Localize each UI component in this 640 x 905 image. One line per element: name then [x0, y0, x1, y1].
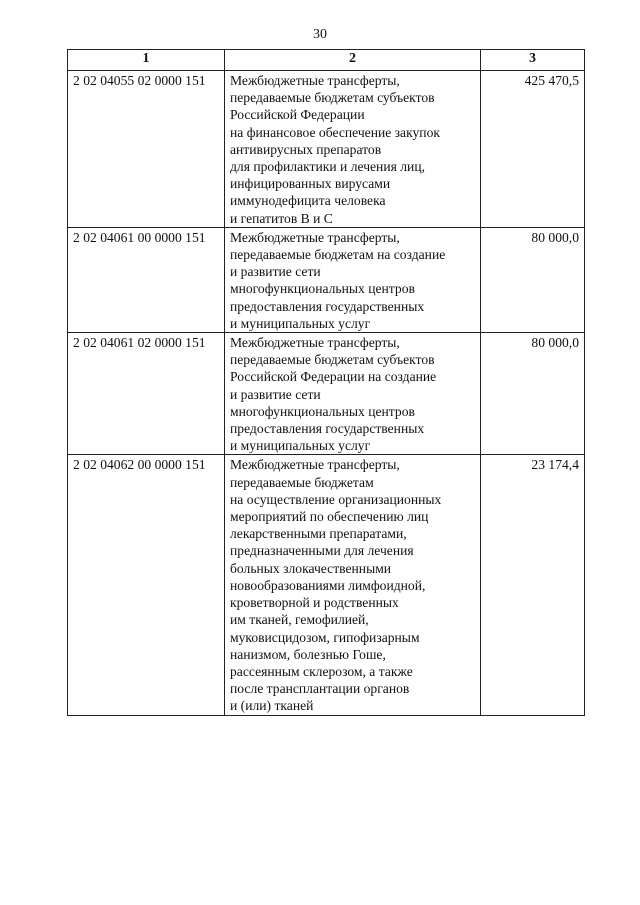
description-line: на финансовое обеспечение закупок	[230, 124, 440, 140]
description-cell	[225, 227, 481, 332]
description-line: Российской Федерации на создание	[230, 369, 437, 385]
description-line: Российской Федерации	[230, 107, 365, 123]
description-line: и развитие сети	[230, 386, 321, 402]
description-line: муковисцидозом, гипофизарным	[230, 629, 420, 645]
description-line: для профилактики и лечения лиц,	[230, 159, 425, 175]
table-row	[68, 227, 585, 332]
description-line: передаваемые бюджетам субъектов	[230, 352, 435, 368]
description-line: предназначенными для лечения	[230, 543, 414, 559]
description-line: Межбюджетные трансферты,	[230, 335, 400, 351]
description-line: инфицированных вирусами	[230, 176, 391, 192]
description-line: и муниципальных услуг	[230, 315, 371, 331]
description-line: Межбюджетные трансферты,	[230, 73, 400, 88]
description-line: больных злокачественными	[230, 560, 392, 576]
budget-code-cell: 2 02 04061 02 0000 151	[68, 333, 225, 455]
description-line: им тканей, гемофилией,	[230, 612, 369, 628]
description-line: антивирусных препаратов	[230, 141, 382, 157]
description-line: и (или) тканей	[230, 698, 314, 714]
description-line: многофункциональных центров	[230, 281, 415, 297]
table-row	[68, 71, 585, 228]
description-line: иммунодефицита человека	[230, 193, 386, 209]
description-line: нанизмом, болезнью Гоше,	[230, 646, 386, 662]
column-header-amount: 3	[481, 50, 585, 71]
column-header-description: 2	[225, 50, 481, 71]
description-line: передаваемые бюджетам субъектов	[230, 90, 435, 106]
description-cell	[225, 455, 481, 715]
description-line: кроветворной и родственных	[230, 595, 399, 611]
description-cell	[225, 71, 481, 228]
description-line: многофункциональных центров	[230, 403, 415, 419]
description-line: предоставления государственных	[230, 421, 425, 437]
description-line: на осуществление организационных	[230, 491, 442, 507]
description-line: и муниципальных услуг	[230, 438, 371, 454]
table-row	[68, 333, 585, 455]
budget-code-cell: 2 02 04062 00 0000 151	[68, 455, 225, 715]
description-line: рассеянным склерозом, а также	[230, 663, 413, 679]
description-line: Межбюджетные трансферты,	[230, 457, 400, 473]
description-line: мероприятий по обеспечению лиц	[230, 509, 429, 525]
description-line: передаваемые бюджетам на создание	[230, 247, 446, 263]
description-line: передаваемые бюджетам	[230, 474, 374, 490]
page-number: 30	[313, 27, 327, 42]
description-cell	[225, 333, 481, 455]
budget-table	[67, 49, 585, 716]
table-body	[68, 71, 585, 716]
amount-cell: 80 000,0	[481, 227, 585, 332]
amount-cell: 425 470,5	[481, 71, 585, 228]
description-line: новообразованиями лимфоидной,	[230, 577, 426, 593]
description-line: и гепатитов В и С	[230, 210, 333, 226]
amount-cell: 23 174,4	[481, 455, 585, 715]
description-line: лекарственными препаратами,	[230, 526, 407, 542]
budget-code-cell: 2 02 04061 00 0000 151	[68, 227, 225, 332]
description-line: и развитие сети	[230, 264, 321, 280]
column-header-code: 1	[68, 50, 225, 71]
description-line: Межбюджетные трансферты,	[230, 229, 400, 245]
table-header-row	[68, 50, 585, 71]
table-row	[68, 455, 585, 715]
amount-cell: 80 000,0	[481, 333, 585, 455]
budget-code-cell: 2 02 04055 02 0000 151	[68, 71, 225, 228]
description-line: после трансплантации органов	[230, 681, 410, 697]
description-line: предоставления государственных	[230, 298, 425, 314]
